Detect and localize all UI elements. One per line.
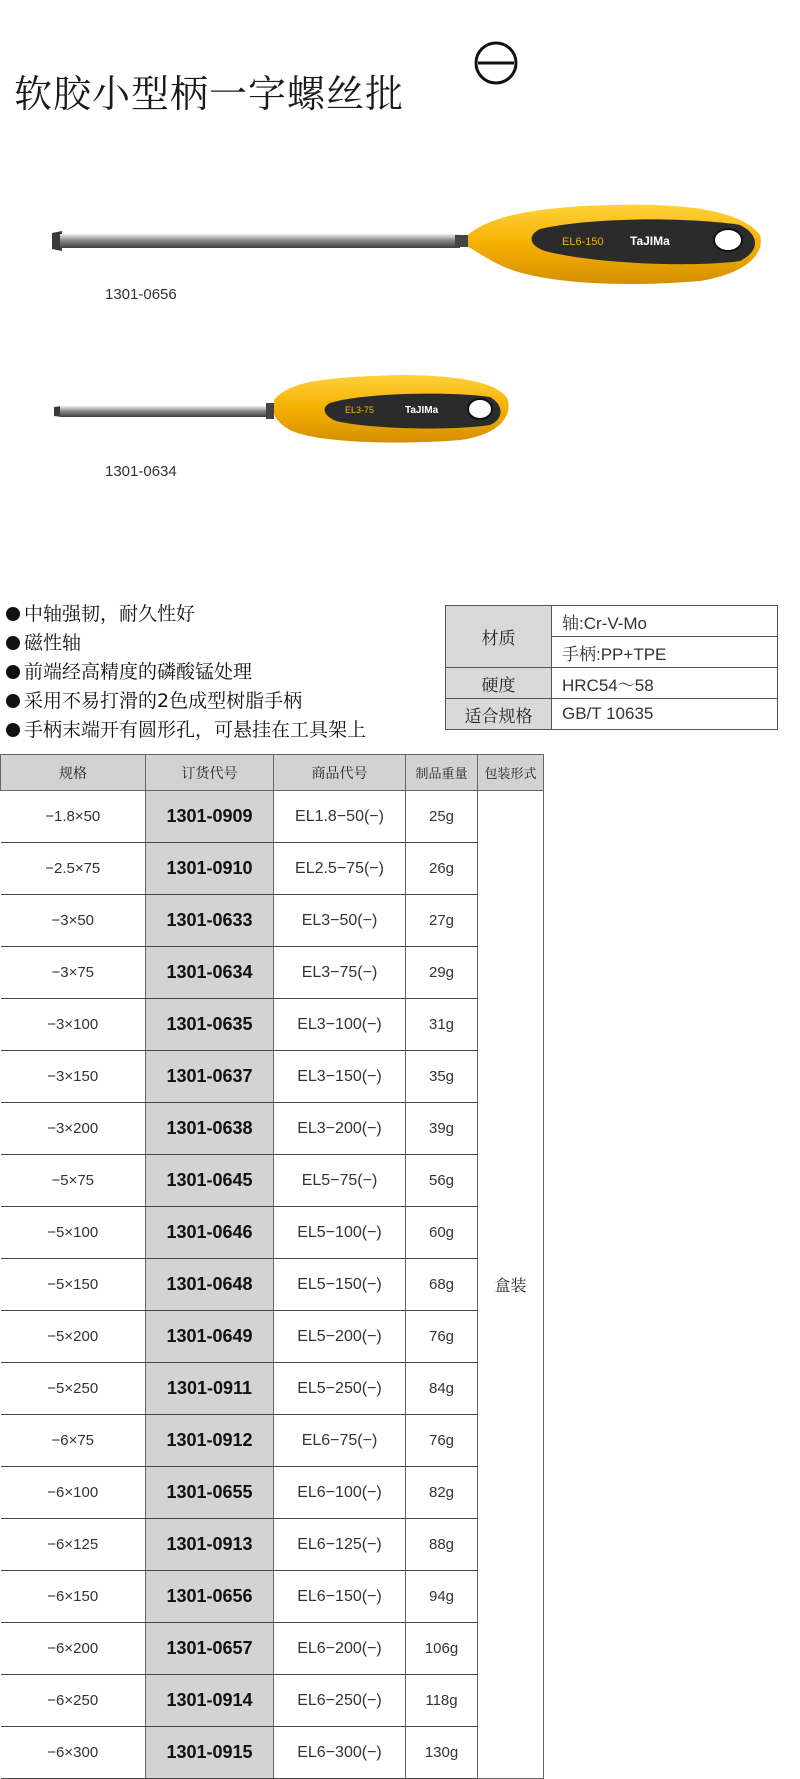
product-code-cell: EL2.5−75(−) [274,843,406,895]
spec-cell: −2.5×75 [1,843,146,895]
order-code-cell: 1301-0635 [146,999,274,1051]
feature-item: 采用不易打滑的2色成型树脂手柄 [6,687,366,716]
table-row [1,1311,544,1363]
weight-cell: 76g [406,1415,478,1467]
weight-cell: 39g [406,1103,478,1155]
spec-cell: −3×75 [1,947,146,999]
material-label: 材质 [446,606,552,668]
weight-cell: 94g [406,1571,478,1623]
weight-cell: 31g [406,999,478,1051]
product-code-cell: EL6−150(−) [274,1571,406,1623]
weight-cell: 84g [406,1363,478,1415]
screwdriver-large [52,205,761,284]
product-code-cell: EL3−50(−) [274,895,406,947]
weight-cell: 106g [406,1623,478,1675]
brand-logo-small: TaJIMa [405,405,439,416]
order-code-cell: 1301-0646 [146,1207,274,1259]
order-code-cell: 1301-0649 [146,1311,274,1363]
weight-cell: 27g [406,895,478,947]
bullet-icon [6,607,20,621]
feature-item: 前端经高精度的磷酸锰处理 [6,658,366,687]
standard-label: 适合规格 [446,699,552,730]
bullet-icon [6,694,20,708]
feature-item: 磁性轴 [6,629,366,658]
handle-print-small: EL3-75 [345,405,375,415]
order-code-cell: 1301-0637 [146,1051,274,1103]
order-code-cell: 1301-0911 [146,1363,274,1415]
spec-cell: −5×75 [1,1155,146,1207]
feature-item: 手柄末端开有圆形孔，可悬挂在工具架上 [6,716,366,745]
feature-item: 中轴强韧，耐久性好 [6,600,366,629]
spec-cell: −3×100 [1,999,146,1051]
table-row [1,1155,544,1207]
order-code-cell: 1301-0645 [146,1155,274,1207]
order-code-cell: 1301-0914 [146,1675,274,1727]
order-code-cell: 1301-0655 [146,1467,274,1519]
weight-cell: 26g [406,843,478,895]
model-label-small: 1301-0634 [105,463,177,480]
table-row [1,1051,544,1103]
table-row [1,1259,544,1311]
product-code-cell: EL5−150(−) [274,1259,406,1311]
weight-cell: 82g [406,1467,478,1519]
product-code-cell: EL3−75(−) [274,947,406,999]
product-code-cell: EL3−150(−) [274,1051,406,1103]
table-row [1,895,544,947]
spec-cell: −1.8×50 [1,791,146,843]
handle-print-large: EL6-150 [562,236,604,248]
table-row [1,1571,544,1623]
bullet-icon [6,665,20,679]
spec-cell: −6×125 [1,1519,146,1571]
order-code-cell: 1301-0656 [146,1571,274,1623]
order-code-cell: 1301-0657 [146,1623,274,1675]
order-code-cell: 1301-0912 [146,1415,274,1467]
table-row [1,1675,544,1727]
order-code-cell: 1301-0915 [146,1727,274,1779]
table-row [1,1623,544,1675]
spec-cell: −3×50 [1,895,146,947]
product-image [0,195,800,465]
spec-cell: −6×100 [1,1467,146,1519]
spec-cell: −5×250 [1,1363,146,1415]
spec-cell: −5×150 [1,1259,146,1311]
product-code-cell: EL3−200(−) [274,1103,406,1155]
table-header-row [1,755,544,791]
weight-cell: 56g [406,1155,478,1207]
order-code-cell: 1301-0633 [146,895,274,947]
weight-cell: 130g [406,1727,478,1779]
bullet-icon [6,723,20,737]
table-row [1,1207,544,1259]
table-row [1,1519,544,1571]
material-shaft: 轴:Cr-V-Mo [552,606,778,637]
order-code-cell: 1301-0909 [146,791,274,843]
spec-cell: −3×200 [1,1103,146,1155]
table-row [1,1727,544,1779]
screwdriver-small [54,375,509,443]
weight-cell: 88g [406,1519,478,1571]
bullet-icon [6,636,20,650]
table-row [1,999,544,1051]
weight-cell: 35g [406,1051,478,1103]
product-code-cell: EL6−75(−) [274,1415,406,1467]
page-title: 软胶小型柄一字螺丝批 [14,72,405,117]
spec-cell: −6×75 [1,1415,146,1467]
spec-cell: −6×200 [1,1623,146,1675]
product-code-cell: EL5−200(−) [274,1311,406,1363]
product-code-cell: EL6−100(−) [274,1467,406,1519]
material-handle: 手柄:PP+TPE [552,637,778,668]
table-row [1,1467,544,1519]
product-code-cell: EL5−100(−) [274,1207,406,1259]
spec-cell: −6×150 [1,1571,146,1623]
spec-cell: −5×100 [1,1207,146,1259]
order-code-cell: 1301-0634 [146,947,274,999]
column-header: 订货代号 [146,755,274,791]
brand-logo-large: TaJIMa [630,234,670,248]
column-header: 包装形式 [478,755,544,791]
table-row [1,947,544,999]
product-code-cell: EL1.8−50(−) [274,791,406,843]
product-table [0,754,544,1779]
hardness-value: HRC54～58 [552,668,778,699]
product-code-cell: EL6−300(−) [274,1727,406,1779]
product-code-cell: EL5−250(−) [274,1363,406,1415]
product-code-cell: EL5−75(−) [274,1155,406,1207]
table-row [1,1415,544,1467]
slotted-screwdriver-symbol-icon [473,40,519,86]
product-code-cell: EL3−100(−) [274,999,406,1051]
spec-cell: −5×200 [1,1311,146,1363]
spec-cell: −6×300 [1,1727,146,1779]
weight-cell: 25g [406,791,478,843]
product-code-cell: EL6−125(−) [274,1519,406,1571]
weight-cell: 118g [406,1675,478,1727]
order-code-cell: 1301-0913 [146,1519,274,1571]
table-row [1,791,544,843]
spec-cell: −6×250 [1,1675,146,1727]
model-label-large: 1301-0656 [105,286,177,303]
weight-cell: 29g [406,947,478,999]
hardness-label: 硬度 [446,668,552,699]
table-row [1,1363,544,1415]
spec-table [445,605,778,730]
feature-list [6,600,366,745]
order-code-cell: 1301-0910 [146,843,274,895]
weight-cell: 68g [406,1259,478,1311]
weight-cell: 60g [406,1207,478,1259]
spec-cell: −3×150 [1,1051,146,1103]
product-code-cell: EL6−200(−) [274,1623,406,1675]
column-header: 规格 [1,755,146,791]
table-row [1,843,544,895]
table-row [1,1103,544,1155]
packaging-cell: 盒装 [478,791,544,1779]
weight-cell: 76g [406,1311,478,1363]
standard-value: GB/T 10635 [552,699,778,730]
column-header: 商品代号 [274,755,406,791]
column-header: 制品重量 [406,755,478,791]
order-code-cell: 1301-0648 [146,1259,274,1311]
product-code-cell: EL6−250(−) [274,1675,406,1727]
order-code-cell: 1301-0638 [146,1103,274,1155]
